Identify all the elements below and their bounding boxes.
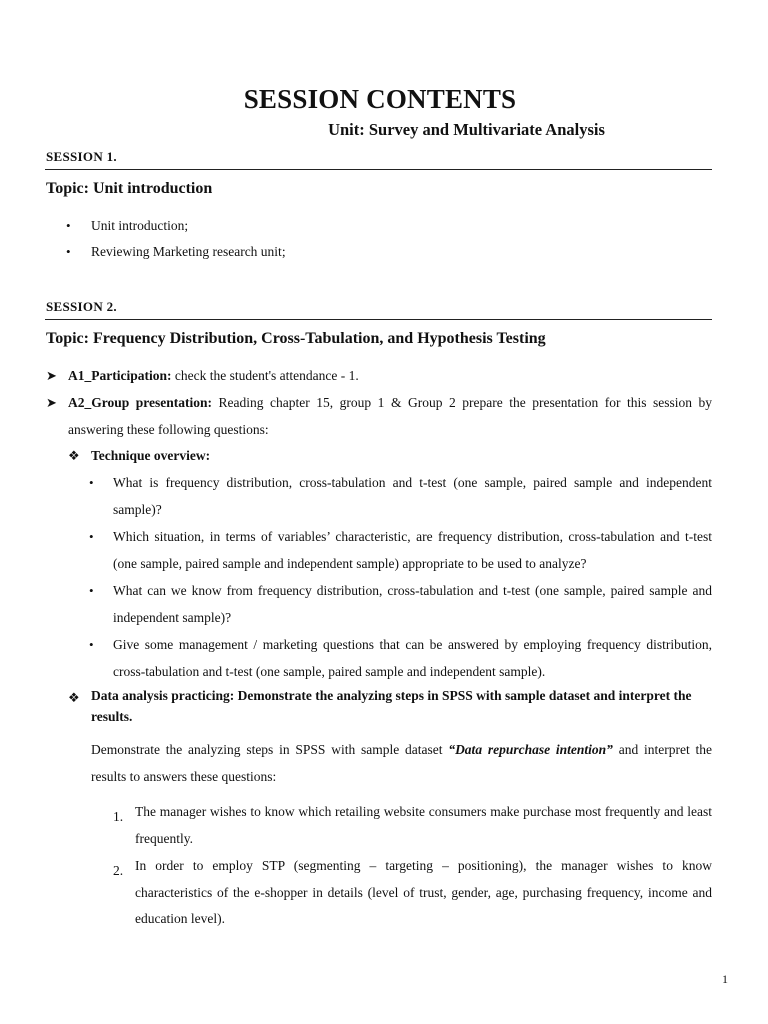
bullet-icon: • bbox=[66, 244, 71, 259]
session-1-divider bbox=[45, 169, 712, 170]
a2-group-presentation bbox=[68, 390, 712, 443]
a2-text: Reading chapter 15, group 1 & Group 2 prepare the presentation for this session by answering these following questions: bbox=[68, 395, 713, 437]
bullet-icon: • bbox=[89, 583, 94, 598]
session-1-item: Reviewing Marketing research unit; bbox=[91, 244, 286, 259]
session-1-item: Unit introduction; bbox=[91, 218, 189, 233]
a1-text: check the student's attendance - 1. bbox=[171, 368, 359, 383]
practicing-intro-b: and interpret the results to answers these questions: bbox=[91, 742, 713, 784]
bullet-icon: • bbox=[66, 218, 71, 233]
technique-item: What can we know from frequency distribution, cross-tabulation and t-test (one sample, paired sample and independent sample)? bbox=[113, 583, 712, 625]
page-number: 1 bbox=[722, 972, 728, 986]
page-title: SESSION CONTENTS bbox=[243, 84, 517, 114]
arrow-bullet-icon: ➤ bbox=[46, 395, 57, 410]
technique-label-text: Technique overview: bbox=[91, 448, 211, 463]
technique-overview-label bbox=[91, 443, 711, 470]
a2-label: A2_Group presentation: bbox=[68, 395, 213, 410]
bullet-icon: • bbox=[89, 475, 94, 490]
session-1-topic: Topic: Unit introduction bbox=[46, 180, 213, 197]
question-text: The manager wishes to know which retailing website consumers make purchase most frequently and least frequently. bbox=[135, 804, 712, 846]
a1-participation bbox=[68, 363, 712, 390]
question-number: 1. bbox=[113, 809, 124, 824]
dataset-name: “Data repurchase intention” bbox=[448, 742, 613, 757]
data-analysis-practicing-label bbox=[91, 685, 711, 727]
session-1-label: SESSION 1. bbox=[46, 149, 117, 164]
session-2-label: SESSION 2. bbox=[46, 299, 117, 314]
question-text: In order to employ STP (segmenting – targeting – positioning), the manager wishes to know characteristics of the e-shopper in details (level of trust, gender, age, purchasing frequency, income and education level). bbox=[135, 858, 712, 926]
technique-item: Give some management / marketing questions that can be answered by employing frequency distribution, cross-tabulation and t-test (one sample, paired sample and independent sample). bbox=[113, 637, 712, 679]
practicing-intro bbox=[91, 737, 712, 790]
a1-label: A1_Participation: bbox=[68, 368, 172, 383]
technique-item: Which situation, in terms of variables’ characteristic, are frequency distribution, cross-tabulation and t-test (one sample, paired sample and independent sample) appropriate to be used to analyze? bbox=[113, 529, 712, 571]
session-2-divider bbox=[45, 319, 712, 320]
practicing-intro-a: Demonstrate the analyzing steps in SPSS with sample dataset bbox=[91, 742, 449, 757]
diamond-bullet-icon: ❖ bbox=[68, 690, 80, 705]
arrow-bullet-icon: ➤ bbox=[46, 368, 57, 383]
bullet-icon: • bbox=[89, 529, 94, 544]
unit-subtitle: Unit: Survey and Multivariate Analysis bbox=[328, 120, 605, 139]
diamond-bullet-icon: ❖ bbox=[68, 448, 80, 463]
technique-item: What is frequency distribution, cross-tabulation and t-test (one sample, paired sample and independent sample)? bbox=[113, 475, 712, 517]
session-2-topic: Topic: Frequency Distribution, Cross-Tabulation, and Hypothesis Testing bbox=[46, 330, 546, 347]
bullet-icon: • bbox=[89, 637, 94, 652]
question-number: 2. bbox=[113, 863, 124, 878]
practicing-label-text: Data analysis practicing: Demonstrate the analyzing steps in SPSS with sample dataset and interpret the results. bbox=[91, 688, 692, 724]
